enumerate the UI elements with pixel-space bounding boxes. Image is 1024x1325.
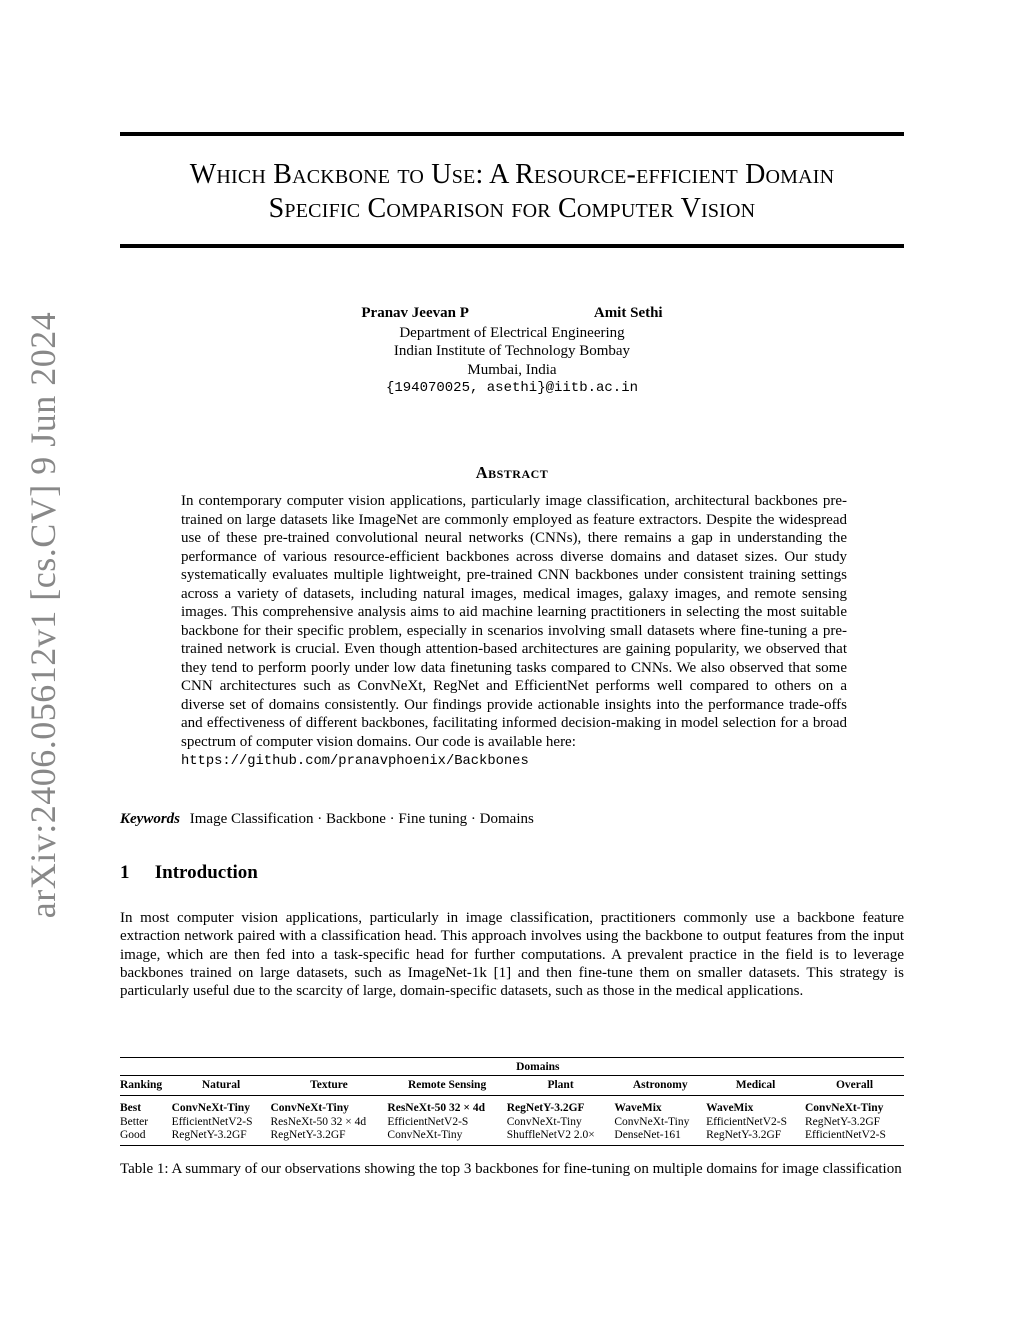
title-line-2: Specific Comparison for Computer Vision <box>268 193 756 224</box>
abstract-heading: Abstract <box>475 463 549 482</box>
table-caption: Table 1: A summary of our observations showing the top 3 backbones for fine-tuning on multiple domains for image classification <box>120 1161 902 1177</box>
table-cell: EfficientNetV2-S <box>171 1115 253 1128</box>
arxiv-identifier: arXiv:2406.05612v1 [cs.CV] 9 Jun 2024 <box>23 311 63 919</box>
table-cell: ConvNeXt-Tiny <box>270 1102 349 1114</box>
keywords-label: Keywords <box>120 811 180 827</box>
table-cell: ConvNeXt-Tiny <box>805 1102 884 1114</box>
keywords-text: Image Classification · Backbone · Fine tuning · Domains <box>189 811 534 827</box>
table-cell: RegNetY-3.2GF <box>270 1129 346 1141</box>
backbone-summary-table <box>120 1057 904 1146</box>
table-column-header: Astronomy <box>632 1079 688 1091</box>
title-rule-bottom <box>120 244 904 248</box>
table-cell: RegNetY-3.2GF <box>805 1115 881 1128</box>
paper-title <box>120 158 904 226</box>
author-name: Amit Sethi <box>593 305 663 321</box>
section-title: Introduction <box>154 862 258 883</box>
abstract-body <box>181 492 847 772</box>
table-row <box>120 1116 904 1130</box>
table-cell: EfficientNetV2-S <box>387 1115 469 1128</box>
table-cell: Best <box>120 1102 142 1114</box>
table-cell: WaveMix <box>706 1102 754 1114</box>
section-number: 1 <box>120 862 130 883</box>
table-column-header: Texture <box>310 1079 348 1091</box>
table-cell: ResNeXt-50 32 × 4d <box>387 1102 485 1114</box>
table-cell: ConvNeXt-Tiny <box>614 1115 690 1128</box>
table-cell: EfficientNetV2-S <box>706 1115 787 1128</box>
table-cell: ResNeXt-50 32 × 4d <box>270 1115 367 1128</box>
table-cell: ShuffleNetV2 2.0× <box>506 1129 595 1141</box>
keywords <box>120 811 534 828</box>
table-column-header: Natural <box>201 1079 241 1091</box>
table-group-header: Domains <box>516 1061 560 1073</box>
table-cell: RegNetY-3.2GF <box>506 1102 585 1114</box>
table-cell: WaveMix <box>614 1102 662 1114</box>
table-cell: Good <box>120 1129 146 1141</box>
table-cell: Better <box>120 1115 149 1128</box>
table-column-header: Remote Sensing <box>407 1079 487 1091</box>
code-link[interactable]: https://github.com/pranavphoenix/Backbones <box>181 754 529 769</box>
title-rule-top <box>120 132 904 136</box>
table-column-header: Overall <box>835 1079 874 1091</box>
table-cell: EfficientNetV2-S <box>805 1129 886 1141</box>
author-department: Department of Electrical Engineering <box>399 324 625 341</box>
table-cell: ConvNeXt-Tiny <box>506 1115 582 1128</box>
author-names <box>200 304 824 323</box>
table-cell: DenseNet-161 <box>614 1129 681 1141</box>
table-cell: RegNetY-3.2GF <box>706 1129 782 1141</box>
table-cell: ConvNeXt-Tiny <box>387 1129 463 1141</box>
table-cell: ConvNeXt-Tiny <box>171 1102 250 1114</box>
introduction-paragraph: In most computer vision applications, particularly in image classification, practitioners commonly use a backbone feature extraction network paired with a classification head. This approach involves using the backbone to output features from the input image, which are then fed into a task-specific head for further computations. A prevalent practice in the field is to leverage backbones trained on large datasets, such as ImageNet-1k [1] and then fine-tune them on smaller datasets. This strategy is particularly useful due to the scarcity of large, domain-specific datasets, such as those in the medical applications. <box>120 910 904 1000</box>
table-column-header: Plant <box>547 1079 574 1091</box>
author-location: Mumbai, India <box>467 361 557 378</box>
table-column-header: Medical <box>735 1079 776 1091</box>
author-emails: {194070025, asethi}@iitb.ac.in <box>385 380 639 396</box>
table-row <box>120 1129 904 1145</box>
abstract-text: In contemporary computer vision applications, particularly image classification, architectural backbones pre-trained on large datasets like ImageNet are commonly employed as feature extractors. Despite the widespread use of these pre-trained convolutional neural networks (CNNs), there remains a gap in understanding the performance of various resource-efficient backbones across diverse domains and dataset sizes. Our study systematically evaluates multiple lightweight, pre-trained CNN backbones under consistent training settings across a variety of datasets, including natural images, medical images, galaxy images, and remote sensing images. This comprehensive analysis aims to aid machine learning practitioners in selecting the most suitable backbone for their specific problem, especially in scenarios involving small datasets where fine-tuning a pre-trained network is crucial. Even though attention-based architectures are gaining popularity, we observed that they tend to perform poorly under low data finetuning tasks compared to CNNs. We also observed that some CNN architectures such as ConvNeXt, RegNet and EfficientNet performs well compared to others on a diverse set of domains consistently. Our findings provide actionable insights into the performance trade-offs and effectiveness of different backbones, facilitating informed decision-making in model selection for a broad spectrum of computer vision domains. Our code is available here: <box>181 493 847 750</box>
section-heading <box>120 862 258 884</box>
author-name: Pranav Jeevan P <box>361 305 469 321</box>
table-cell: RegNetY-3.2GF <box>171 1129 247 1141</box>
table-column-header: Ranking <box>120 1079 163 1091</box>
author-institute: Indian Institute of Technology Bombay <box>393 343 631 359</box>
author-block <box>200 304 824 398</box>
table-row <box>120 1096 904 1116</box>
title-line-1: Which Backbone to Use: A Resource-efficient Domain <box>189 159 835 190</box>
